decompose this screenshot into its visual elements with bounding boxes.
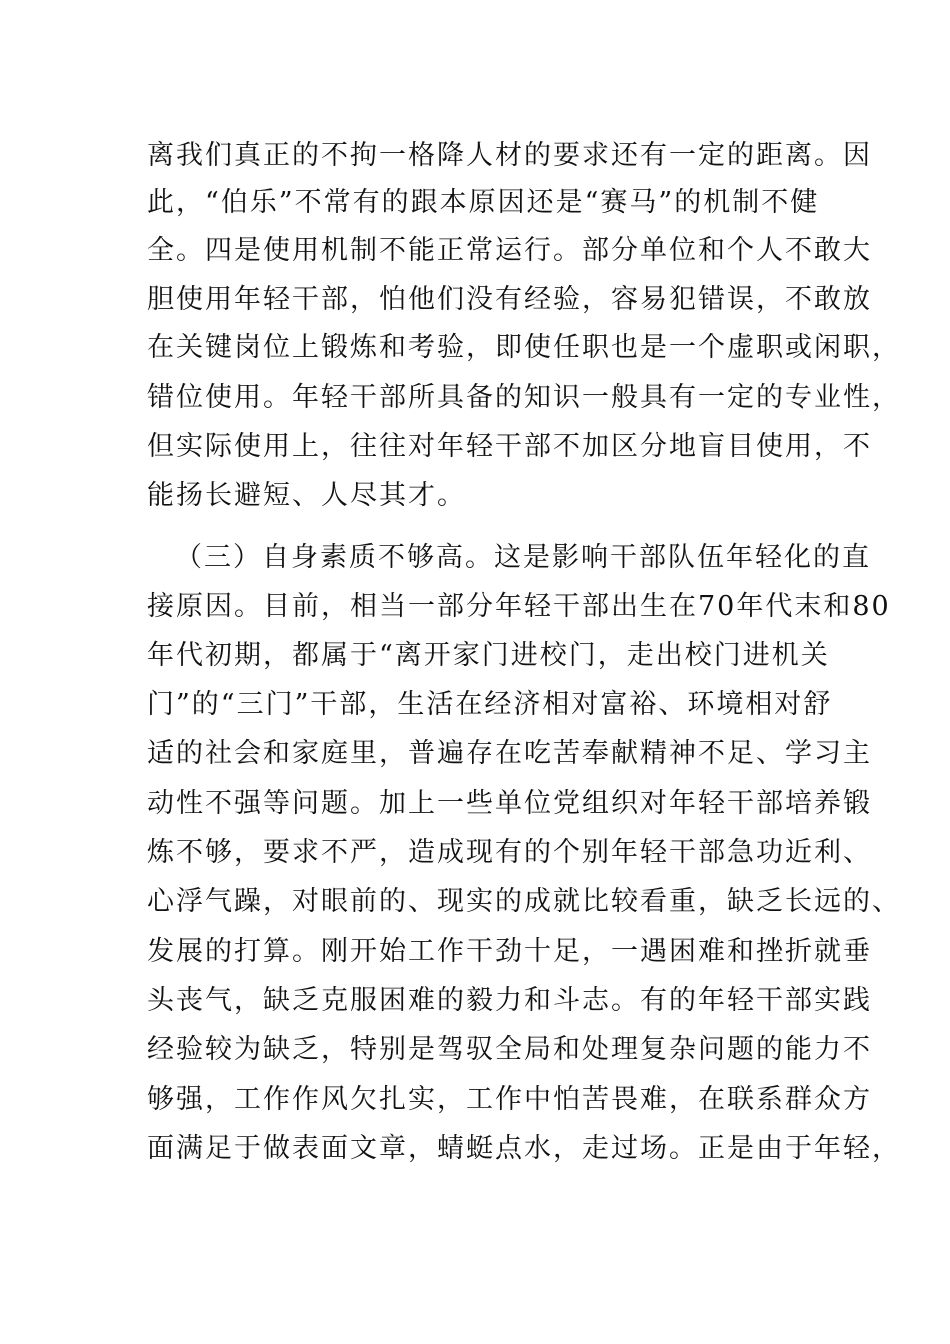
text-line: 但实际使用上，往往对年轻干部不加区分地盲目使用，不: [147, 431, 872, 462]
text-line: 适的社会和家庭里，普遍存在吃苦奉献精神不足、学习主: [147, 738, 872, 769]
text-line: 接原因。目前，相当一部分年轻干部出生在70年代末和80: [147, 591, 891, 622]
text-line: 经验较为缺乏，特别是驾驭全局和处理复杂问题的能力不: [147, 1034, 872, 1065]
text-line: 能扬长避短、人尽其才。: [147, 480, 466, 511]
text-line: 在关键岗位上锻炼和考验，即使任职也是一个虚职或闲职，: [147, 332, 901, 363]
text-line: 心浮气躁，对眼前的、现实的成就比较看重，缺乏长远的、: [147, 886, 901, 917]
text-line: 离我们真正的不拘一格降人材的要求还有一定的距离。因: [147, 140, 872, 171]
text-line: 面满足于做表面文章，蜻蜓点水，走过场。正是由于年轻，: [147, 1133, 901, 1164]
text-line: 错位使用。年轻干部所具备的知识一般具有一定的专业性，: [147, 382, 901, 413]
text-line: 胆使用年轻干部，怕他们没有经验，容易犯错误，不敢放: [147, 284, 872, 315]
text-line: 发展的打算。刚开始工作干劲十足，一遇困难和挫折就垂: [147, 936, 872, 967]
text-line: 动性不强等问题。加上一些单位党组织对年轻干部培养锻: [147, 788, 872, 819]
section-heading-line: （三）自身素质不够高。这是影响干部队伍年轻化的直: [175, 542, 871, 573]
text-line: 够强，工作作风欠扎实，工作中怕苦畏难，在联系群众方: [147, 1084, 872, 1115]
text-line: 炼不够，要求不严，造成现有的个别年轻干部急功近利、: [147, 837, 872, 868]
text-line: 头丧气，缺乏克服困难的毅力和斗志。有的年轻干部实践: [147, 985, 872, 1016]
text-line: 年代初期，都属于“离开家门进校门，走出校门进机关: [147, 640, 830, 671]
text-line: 全。四是使用机制不能正常运行。部分单位和个人不敢大: [147, 235, 872, 266]
text-line: 此，“伯乐”不常有的跟本原因还是“赛马”的机制不健: [147, 187, 820, 218]
text-line: 门”的“三门”干部，生活在经济相对富裕、环境相对舒: [147, 689, 833, 720]
